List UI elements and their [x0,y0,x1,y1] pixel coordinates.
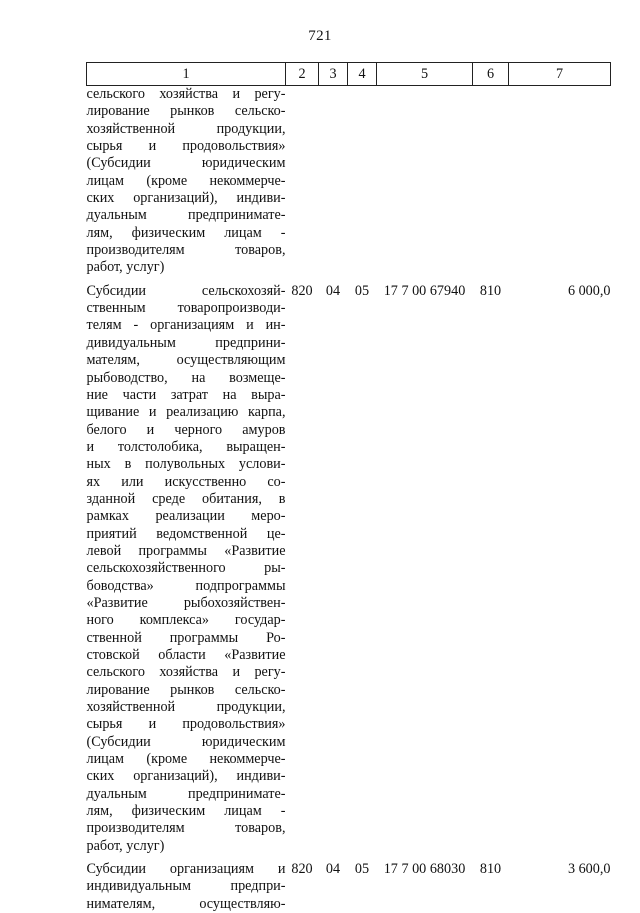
subsection-code: 05 [348,283,377,855]
table-row [87,86,611,277]
ministry-code: 820 [286,861,319,913]
description-line: щивание и реализацию карпа, [87,404,286,421]
section-code: 04 [319,283,348,855]
description-line: лям, физическим лицам - [87,803,286,820]
description-line: сырья и продовольствия» [87,138,286,155]
description-line: белого и черного амуров [87,422,286,439]
header-col-5: 5 [377,63,473,86]
description-line: сельского хозяйства и регу- [87,664,286,681]
description-line: нимателям, осуществляю- [87,896,286,913]
budget-table [86,62,611,913]
description-line: телям - организациям и ин- [87,317,286,334]
description-line: дуальным предпринимате- [87,207,286,224]
description-line: рыбоводство, на возмеще- [87,370,286,387]
subsection-code: 05 [348,861,377,913]
section-code [319,86,348,277]
description-line: производителям товаров, [87,820,286,837]
subsection-code [348,86,377,277]
row-description [87,283,286,855]
table-body [87,86,611,913]
description-line: (Субсидии юридическим [87,155,286,172]
description-line: зданной среде обитания, в [87,491,286,508]
description-line: дуальным предпринимате- [87,786,286,803]
table-row [87,283,611,855]
header-col-4: 4 [348,63,377,86]
ministry-code: 820 [286,283,319,855]
description-line: приятий ведомственной це- [87,526,286,543]
description-line: стовской области «Развитие [87,647,286,664]
header-col-3: 3 [319,63,348,86]
description-line: сельскохозяйственного ры- [87,560,286,577]
description-line: индивидуальным предпри- [87,878,286,895]
section-code: 04 [319,861,348,913]
target-article-code: 17 7 00 67940 [377,283,473,855]
description-line: «Развитие рыбохозяйствен- [87,595,286,612]
description-line: лям, физическим лицам - [87,225,286,242]
description-line: лирование рынков сельско- [87,103,286,120]
description-line: Субсидии организациям и [87,861,286,878]
header-col-1: 1 [87,63,286,86]
description-line: производителям товаров, [87,242,286,259]
description-line: ях или искусственно со- [87,474,286,491]
description-line: дивидуальным предприни- [87,335,286,352]
page-number: 721 [0,28,640,45]
description-line: Субсидии сельскохозяй- [87,283,286,300]
description-line: и толстолобика, выращен- [87,439,286,456]
description-line: лицам (кроме некоммерче- [87,173,286,190]
description-line: хозяйственной продукции, [87,699,286,716]
target-article-code: 17 7 00 68030 [377,861,473,913]
row-description [87,86,286,277]
table-row [87,861,611,913]
target-article-code [377,86,473,277]
description-line: боводства» подпрограммы [87,578,286,595]
header-col-2: 2 [286,63,319,86]
description-line: рамках реализации меро- [87,508,286,525]
description-line: лицам (кроме некоммерче- [87,751,286,768]
description-line: сырья и продовольствия» [87,716,286,733]
ministry-code [286,86,319,277]
description-line: ских организаций), индиви- [87,190,286,207]
expense-type-code: 810 [473,861,509,913]
description-line: работ, услуг) [87,838,286,855]
expense-type-code: 810 [473,283,509,855]
description-line: сельского хозяйства и регу- [87,86,286,103]
amount: 6 000,0 [509,283,611,855]
description-line: ственной программы Ро- [87,630,286,647]
header-col-6: 6 [473,63,509,86]
description-line: (Субсидии юридическим [87,734,286,751]
description-line: работ, услуг) [87,259,286,276]
description-line: левой программы «Развитие [87,543,286,560]
description-line: ние части затрат на выра- [87,387,286,404]
description-line: мателям, осуществляющим [87,352,286,369]
header-col-7: 7 [509,63,611,86]
description-line: ных в полувольных услови- [87,456,286,473]
description-line: хозяйственной продукции, [87,121,286,138]
amount: 3 600,0 [509,861,611,913]
description-line: ного комплекса» государ- [87,612,286,629]
amount [509,86,611,277]
description-line: ственным товаропроизводи- [87,300,286,317]
description-line: ских организаций), индиви- [87,768,286,785]
expense-type-code [473,86,509,277]
row-description [87,861,286,913]
header-row [87,63,611,86]
description-line: лирование рынков сельско- [87,682,286,699]
